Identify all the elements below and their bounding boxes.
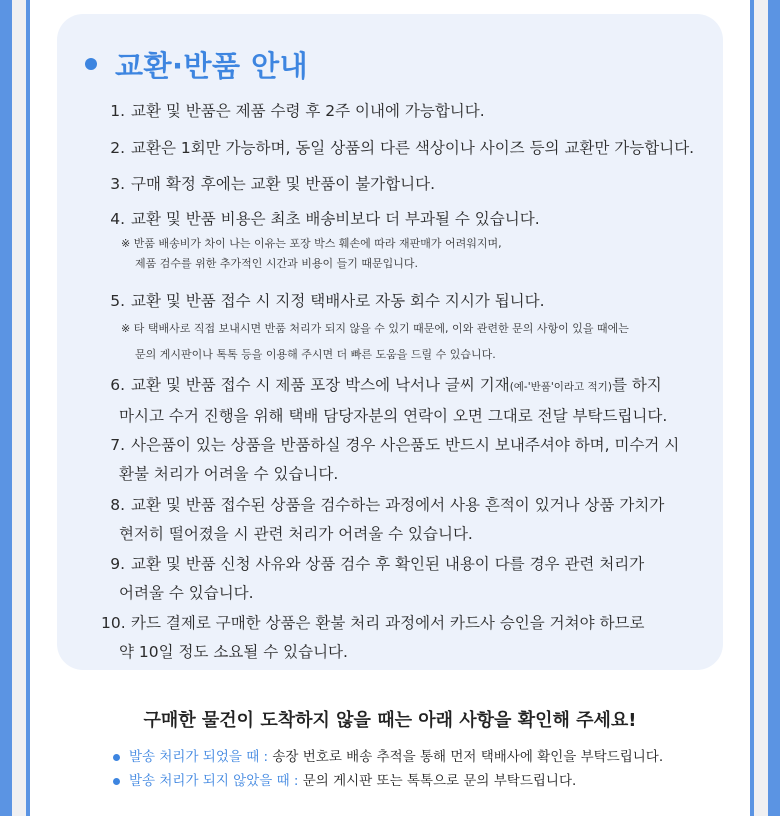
exchange-return-guide-card bbox=[57, 14, 723, 670]
item-note bbox=[101, 316, 721, 368]
item-number: 5. bbox=[110, 292, 125, 310]
left-frame-line bbox=[26, 0, 30, 816]
item-text: 교환은 1회만 가능하며, 동일 상품의 다른 색상이나 사이즈 등의 교환만 가능합니다. bbox=[131, 139, 695, 157]
guide-item-5 bbox=[101, 287, 721, 368]
item-number: 2. bbox=[110, 139, 125, 157]
bullet-dot-icon bbox=[85, 58, 97, 70]
guide-item-1 bbox=[101, 97, 721, 126]
item-number: 1. bbox=[110, 102, 125, 120]
bullet-dot-icon bbox=[113, 778, 120, 785]
guide-item-9 bbox=[101, 550, 721, 608]
delivery-notice-title: 구매한 물건이 도착하지 않을 때는 아래 사항을 확인해 주세요! bbox=[143, 710, 637, 731]
guide-item-8 bbox=[101, 491, 721, 549]
note-line-2: 문의 게시판이나 톡톡 등을 이용해 주시면 더 빠른 도움을 드릴 수 있습니다. bbox=[135, 348, 496, 361]
item-text: 교환 및 반품은 제품 수령 후 2주 이내에 가능합니다. bbox=[131, 102, 485, 120]
left-frame-stripe bbox=[0, 0, 12, 816]
item-text: 구매 확정 후에는 교환 및 반품이 불가합니다. bbox=[131, 175, 436, 193]
item-text-example: (예-'반품'이라고 적기) bbox=[509, 381, 612, 393]
item-text-line-2: 마시고 수거 진행을 위해 택배 담당자분의 연락이 오면 그대로 전달 부탁드립니다. bbox=[119, 407, 668, 425]
item-number: 8. bbox=[110, 496, 125, 514]
section-title: 교환·반품 안내 bbox=[115, 48, 309, 83]
item-text-line-2: 어려울 수 있습니다. bbox=[119, 584, 254, 602]
item-text: 교환 및 반품 접수 시 제품 포장 박스에 낙서나 글씨 기재 bbox=[131, 376, 510, 394]
note-line-2: 제품 검수를 위한 추가적인 시간과 비용이 들기 때문입니다. bbox=[135, 257, 418, 270]
right-frame-line bbox=[750, 0, 754, 816]
item-note bbox=[101, 234, 721, 274]
notice-text: 송장 번호로 배송 추적을 통해 먼저 택배사에 확인을 부탁드립니다. bbox=[268, 749, 664, 765]
item-number: 6. bbox=[110, 376, 125, 394]
section-header bbox=[85, 44, 308, 84]
item-text: 교환 및 반품 비용은 최초 배송비보다 더 부과될 수 있습니다. bbox=[131, 210, 540, 228]
item-number: 9. bbox=[110, 555, 125, 573]
bullet-dot-icon bbox=[113, 754, 120, 761]
delivery-notice-list bbox=[113, 745, 713, 793]
guide-item-6 bbox=[101, 371, 721, 431]
guide-item-2 bbox=[101, 134, 721, 163]
item-text-end: 를 하지 bbox=[611, 376, 662, 394]
right-frame-stripe bbox=[768, 0, 780, 816]
guide-item-7 bbox=[101, 431, 721, 489]
guide-item-10 bbox=[101, 609, 721, 667]
item-text: 사은품이 있는 상품을 반품하실 경우 사은품도 반드시 보내주셔야 하며, 미수거 시 bbox=[131, 436, 680, 454]
item-text-line-2: 현저히 떨어졌을 시 관련 처리가 어려울 수 있습니다. bbox=[119, 525, 473, 543]
item-number: 7. bbox=[110, 436, 125, 454]
item-number: 4. bbox=[110, 210, 125, 228]
item-text-line-2: 약 10일 정도 소요될 수 있습니다. bbox=[119, 643, 348, 661]
item-text: 교환 및 반품 접수 시 지정 택배사로 자동 회수 지시가 됩니다. bbox=[131, 292, 545, 310]
left-frame bbox=[0, 0, 28, 816]
notice-label: 발송 처리가 되지 않았을 때 : bbox=[129, 773, 299, 789]
note-line-1: ※ 반품 배송비가 차이 나는 이유는 포장 박스 훼손에 따라 재판매가 어려워지며, bbox=[121, 237, 502, 250]
item-text: 교환 및 반품 접수된 상품을 검수하는 과정에서 사용 흔적이 있거나 상품 가치가 bbox=[131, 496, 665, 514]
item-text-line-2: 환불 처리가 어려울 수 있습니다. bbox=[119, 465, 339, 483]
notice-text: 문의 게시판 또는 톡톡으로 문의 부탁드립니다. bbox=[298, 773, 577, 789]
guide-item-4 bbox=[101, 205, 721, 274]
delivery-notice-item-shipped bbox=[113, 745, 713, 769]
right-frame bbox=[752, 0, 780, 816]
item-number: 3. bbox=[110, 175, 125, 193]
note-line-1: ※ 타 택배사로 직접 보내시면 반품 처리가 되지 않을 수 있기 때문에, 이와 관련한 문의 사항이 있을 때에는 bbox=[121, 322, 629, 335]
guide-item-3 bbox=[101, 170, 721, 199]
item-text: 카드 결제로 구매한 상품은 환불 처리 과정에서 카드사 승인을 거쳐야 하므로 bbox=[131, 614, 645, 632]
delivery-notice-item-not-shipped bbox=[113, 769, 713, 793]
item-text: 교환 및 반품 신청 사유와 상품 검수 후 확인된 내용이 다를 경우 관련 처리가 bbox=[131, 555, 645, 573]
notice-label: 발송 처리가 되었을 때 : bbox=[129, 749, 269, 765]
item-number: 10. bbox=[101, 614, 126, 632]
